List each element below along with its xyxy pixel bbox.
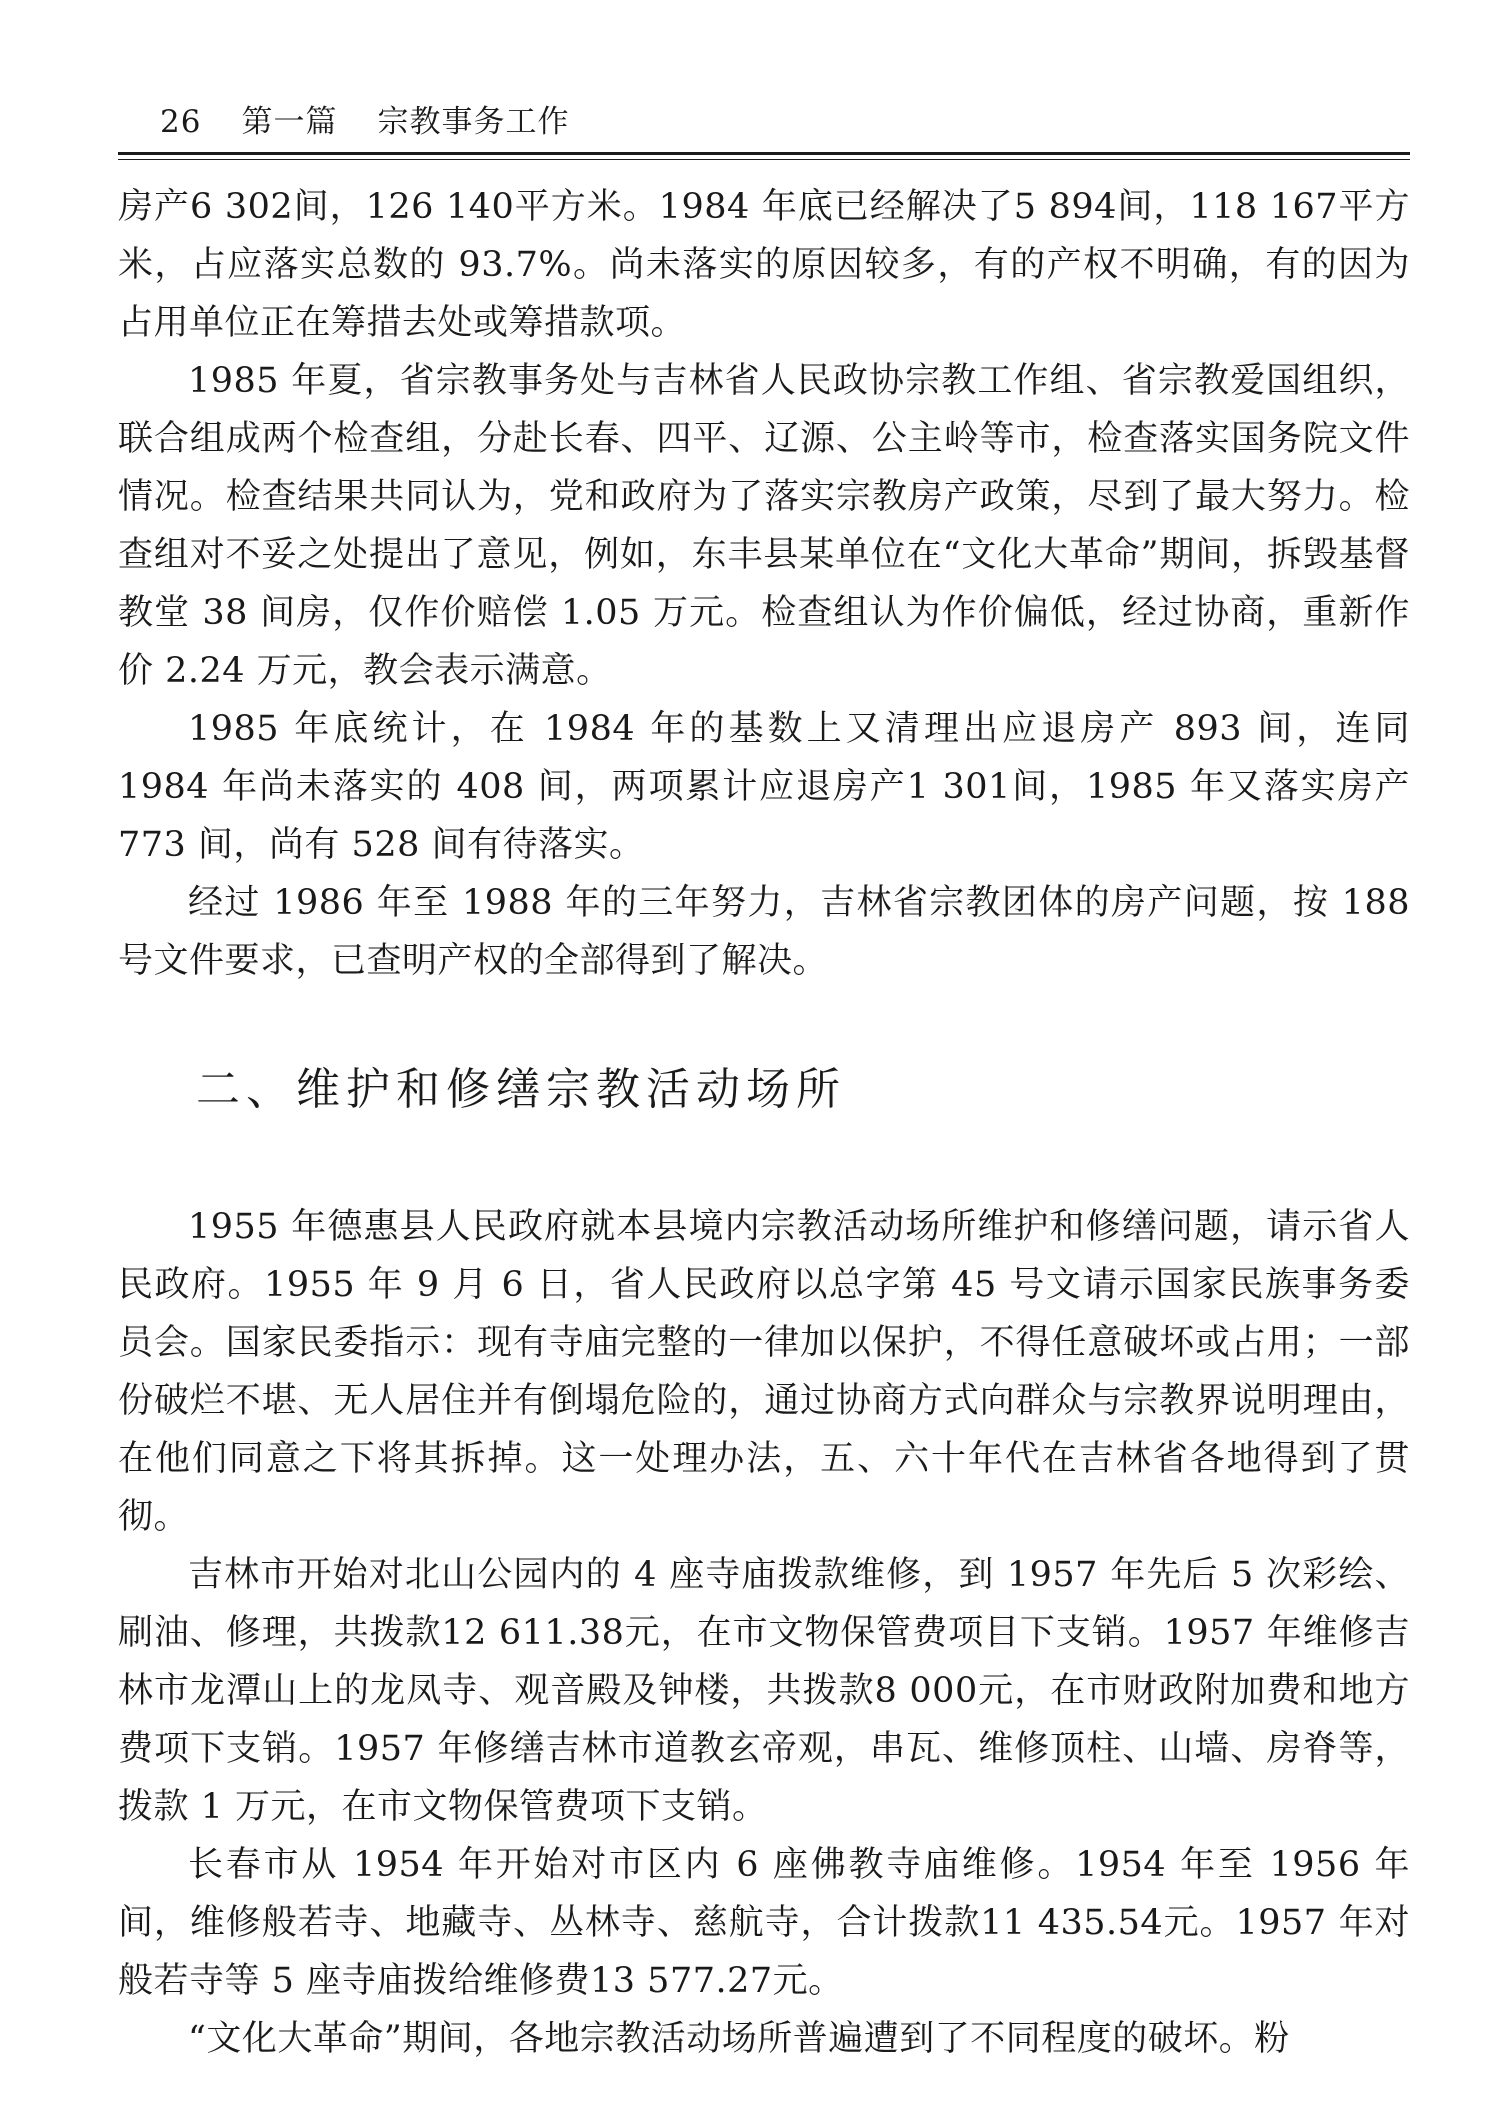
paragraph: 1985 年底统计，在 1984 年的基数上又清理出应退房产 893 间，连同 1984 年尚未落实的 408 间，两项累计应退房产1 301间，1985 年又落实房产 773 间，尚有 528 间有待落实。 bbox=[118, 709, 1410, 865]
header-rule-thick bbox=[118, 152, 1410, 155]
paragraph: 长春市从 1954 年开始对市区内 6 座佛教寺庙维修。1954 年至 1956 年间，维修般若寺、地藏寺、丛林寺、慈航寺，合计拨款11 435.54元。1957 年对般若寺等 5 座寺庙拨给维修费13 577.27元。 bbox=[118, 1845, 1410, 2001]
paragraph: 1955 年德惠县人民政府就本县境内宗教活动场所维护和修缮问题，请示省人民政府。1955 年 9 月 6 日，省人民政府以总字第 45 号文请示国家民族事务委员会。国家民委指示：现有寺庙完整的一律加以保护，不得任意破坏或占用；一部份破烂不堪、无人居住并有倒塌危险的，通过协商方式向群众与宗教界说明理由，在他们同意之下将其拆掉。这一处理办法，五、六十年代在吉林省各地得到了贯彻。 bbox=[118, 1207, 1410, 1537]
body-text bbox=[118, 178, 1410, 2068]
paragraph: 吉林市开始对北山公园内的 4 座寺庙拨款维修，到 1957 年先后 5 次彩绘、刷油、修理，共拨款12 611.38元，在市文物保管费项目下支销。1957 年维修吉林市龙潭山上的龙凤寺、观音殿及钟楼，共拨款8 000元，在市财政附加费和地方费项下支销。1957 年修缮吉林市道教玄帝观，串瓦、维修顶柱、山墙、房脊等，拨款 1 万元，在市文物保管费项下支销。 bbox=[118, 1555, 1410, 1827]
section-heading: 二、维护和修缮宗教活动场所 bbox=[196, 1064, 846, 1115]
paragraph: 1985 年夏，省宗教事务处与吉林省人民政协宗教工作组、省宗教爱国组织，联合组成两个检查组，分赴长春、四平、辽源、公主岭等市，检查落实国务院文件情况。检查结果共同认为，党和政府为了落实宗教房产政策，尽到了最大努力。检查组对不妥之处提出了意见，例如，东丰县某单位在“文化大革命”期间，拆毁基督教堂 38 间房，仅作价赔偿 1.05 万元。检查组认为作价偏低，经过协商，重新作价 2.24 万元，教会表示满意。 bbox=[118, 361, 1410, 691]
running-head bbox=[118, 96, 1410, 146]
paragraph: “文化大革命”期间，各地宗教活动场所普遍遭到了不同程度的破坏。粉 bbox=[188, 2019, 1290, 2059]
book-page bbox=[118, 96, 1410, 2068]
page-number: 26 bbox=[160, 104, 202, 140]
chapter-title: 宗教事务工作 bbox=[377, 104, 570, 140]
paragraph: 经过 1986 年至 1988 年的三年努力，吉林省宗教团体的房产问题，按 188 号文件要求，已查明产权的全部得到了解决。 bbox=[118, 883, 1410, 981]
part-label: 第一篇 bbox=[241, 104, 338, 140]
paragraph: 房产6 302间，126 140平方米。1984 年底已经解决了5 894间，118 167平方米，占应落实总数的 93.7%。尚未落实的原因较多，有的产权不明确，有的因为占用单位正在筹措去处或筹措款项。 bbox=[118, 187, 1410, 343]
header-rule-thin bbox=[118, 159, 1410, 160]
